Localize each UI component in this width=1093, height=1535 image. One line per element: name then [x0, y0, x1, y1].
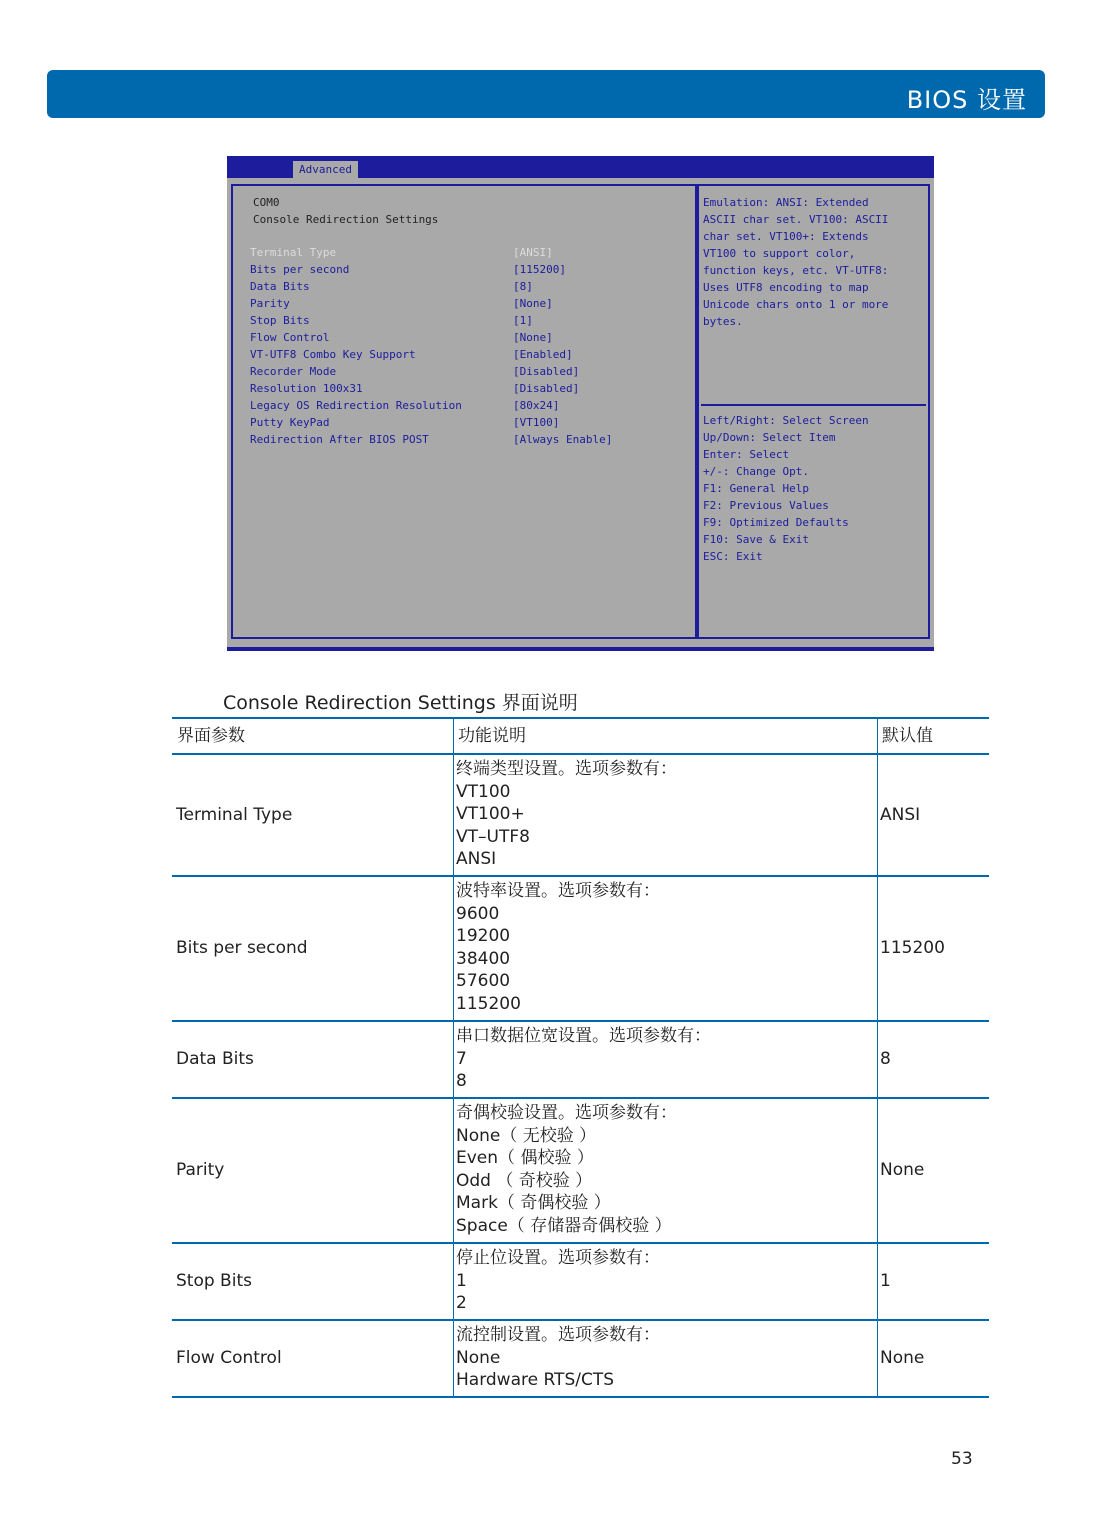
bios-setting-label: Legacy OS Redirection Resolution [250, 399, 462, 412]
table-caption: Console Redirection Settings 界面说明 [223, 692, 578, 714]
table-desc-line: 38400 [456, 948, 511, 969]
table-desc-line: None（ 无校验 ） [456, 1125, 597, 1146]
table-default-cell: 1 [880, 1271, 891, 1292]
bios-setting-value[interactable]: [Always Enable] [513, 433, 613, 446]
table-desc-line: 1 [456, 1270, 467, 1291]
table-default-cell: None [880, 1160, 925, 1181]
bios-setting-value[interactable]: [8] [513, 280, 533, 293]
table-default-cell: 115200 [880, 938, 945, 959]
table-desc-line: Hardware RTS/CTS [456, 1370, 615, 1391]
page-number: 53 [951, 1449, 973, 1469]
bios-setting-row[interactable] [233, 331, 693, 348]
bios-setting-row[interactable] [233, 280, 693, 297]
table-rule [172, 1242, 989, 1244]
bios-setting-label: Bits per second [250, 263, 350, 276]
bios-setting-row[interactable] [233, 365, 693, 382]
table-desc-line: 终端类型设置。选项参数有： [456, 759, 677, 779]
table-param-cell: Flow Control [176, 1348, 282, 1369]
table-header-cell: 默认值 [882, 725, 933, 746]
bios-setting-value[interactable]: [Disabled] [513, 365, 580, 378]
table-desc-line: VT100 [456, 781, 511, 802]
table-desc-line: 19200 [456, 926, 511, 947]
bios-help-text: Emulation: ANSI: Extended [703, 196, 869, 209]
bios-help-text: Uses UTF8 encoding to map [703, 281, 869, 294]
bios-key-hint: ESC: Exit [703, 550, 763, 563]
table-desc-line: 流控制设置。选项参数有： [456, 1325, 660, 1345]
bios-setting-row[interactable] [233, 263, 693, 280]
table-desc-cell [456, 1025, 711, 1093]
bios-setting-value[interactable]: [Disabled] [513, 382, 580, 395]
bios-key-hint: Up/Down: Select Item [703, 431, 836, 444]
bios-key-hint: F2: Previous Values [703, 499, 829, 512]
bios-help-panel [697, 184, 930, 639]
bios-heading-title: Console Redirection Settings [253, 213, 439, 226]
table-param-cell: Bits per second [176, 938, 308, 959]
table-desc-line: Odd （ 奇校验 ） [456, 1170, 593, 1191]
bios-help-text: ASCII char set. VT100: ASCII [703, 213, 889, 226]
bios-help-text: Unicode chars onto 1 or more [703, 298, 889, 311]
bios-setting-value[interactable]: [80x24] [513, 399, 560, 412]
table-desc-line: Space（ 存储器奇偶校验 ） [456, 1215, 672, 1236]
bios-setting-row[interactable] [233, 314, 693, 331]
table-desc-line: 115200 [456, 993, 521, 1014]
bios-key-hint: F1: General Help [703, 482, 809, 495]
bios-setting-value[interactable]: [115200] [513, 263, 566, 276]
bios-setting-row[interactable] [233, 433, 693, 450]
bios-setting-row[interactable] [233, 416, 693, 433]
table-column-rule [453, 717, 454, 1398]
bios-setting-value[interactable]: [VT100] [513, 416, 560, 429]
table-desc-line: 9600 [456, 903, 500, 924]
bios-setting-label: Data Bits [250, 280, 310, 293]
bios-key-hint: Left/Right: Select Screen [703, 414, 869, 427]
table-desc-line: None [456, 1347, 501, 1368]
bios-help-text: VT100 to support color, [703, 247, 856, 260]
table-rule [172, 753, 989, 755]
bios-setting-value[interactable]: [1] [513, 314, 533, 327]
table-desc-line: 停止位设置。选项参数有： [456, 1248, 660, 1268]
bios-setting-value[interactable]: [None] [513, 331, 553, 344]
bios-setting-label: Terminal Type [250, 246, 337, 259]
bios-tab-advanced[interactable]: Advanced [293, 161, 358, 178]
table-desc-line: 串口数据位宽设置。选项参数有： [456, 1026, 711, 1046]
table-desc-line: VT–UTF8 [456, 826, 530, 847]
table-desc-line: 波特率设置。选项参数有： [456, 881, 660, 901]
table-rule [172, 1020, 989, 1022]
bios-key-hint: F9: Optimized Defaults [703, 516, 849, 529]
table-rule [172, 1319, 989, 1321]
table-desc-line: ANSI [456, 849, 497, 870]
table-desc-line: 57600 [456, 971, 511, 992]
bios-help-text: char set. VT100+: Extends [703, 230, 869, 243]
bios-heading-port: COM0 [253, 196, 280, 209]
bios-key-hint: Enter: Select [703, 448, 790, 461]
bios-setting-value[interactable]: [Enabled] [513, 348, 573, 361]
bios-setting-row[interactable] [233, 348, 693, 365]
table-desc-cell [456, 1102, 677, 1238]
bios-setting-label: Parity [250, 297, 290, 310]
table-desc-line: 8 [456, 1071, 467, 1092]
table-desc-line: Even（ 偶校验 ） [456, 1148, 594, 1169]
table-rule [172, 1396, 989, 1398]
bios-setting-row[interactable] [233, 246, 693, 263]
table-desc-cell [456, 1324, 660, 1392]
bios-setting-label: VT-UTF8 Combo Key Support [250, 348, 416, 361]
table-desc-line: 2 [456, 1293, 467, 1314]
table-header-cell: 界面参数 [177, 725, 245, 746]
bios-setting-label: Flow Control [250, 331, 330, 344]
table-param-cell: Terminal Type [176, 804, 293, 825]
bios-setting-value[interactable]: [None] [513, 297, 553, 310]
bios-setting-label: Stop Bits [250, 314, 310, 327]
table-default-cell: 8 [880, 1049, 891, 1070]
bios-setting-label: Redirection After BIOS POST [250, 433, 429, 446]
bios-setting-value[interactable]: [ANSI] [513, 246, 553, 259]
bios-screenshot [227, 156, 934, 651]
header-banner [47, 70, 1045, 118]
bios-setting-row[interactable] [233, 382, 693, 399]
bios-help-text: bytes. [703, 315, 743, 328]
table-desc-line: VT100+ [456, 804, 525, 825]
table-desc-cell [456, 1247, 660, 1315]
bios-help-text: function keys, etc. VT-UTF8: [703, 264, 889, 277]
table-default-cell: ANSI [880, 804, 921, 825]
table-param-cell: Stop Bits [176, 1271, 252, 1292]
table-param-cell: Parity [176, 1160, 225, 1181]
bios-setting-label: Recorder Mode [250, 365, 337, 378]
bios-bottom-bar [227, 647, 934, 651]
bios-key-hint: +/-: Change Opt. [703, 465, 809, 478]
table-rule [172, 1097, 989, 1099]
table-desc-line: 奇偶校验设置。选项参数有： [456, 1103, 677, 1123]
bios-setting-row[interactable] [233, 399, 693, 416]
bios-setting-row[interactable] [233, 297, 693, 314]
bios-menu-bar [227, 156, 934, 178]
table-rule [172, 717, 989, 719]
bios-key-hint: F10: Save & Exit [703, 533, 809, 546]
table-desc-cell [456, 880, 660, 1016]
header-title: BIOS 设置 [906, 86, 1027, 114]
table-header-cell: 功能说明 [458, 725, 526, 746]
bios-setting-label: Resolution 100x31 [250, 382, 363, 395]
bios-main-panel [231, 184, 697, 639]
table-column-rule [877, 717, 878, 1398]
bios-setting-label: Putty KeyPad [250, 416, 330, 429]
table-desc-cell [456, 758, 677, 871]
table-default-cell: None [880, 1348, 925, 1369]
bios-help-divider [701, 404, 926, 406]
table-desc-line: 7 [456, 1048, 467, 1069]
table-desc-line: Mark（ 奇偶校验 ） [456, 1193, 611, 1214]
table-param-cell: Data Bits [176, 1049, 254, 1070]
